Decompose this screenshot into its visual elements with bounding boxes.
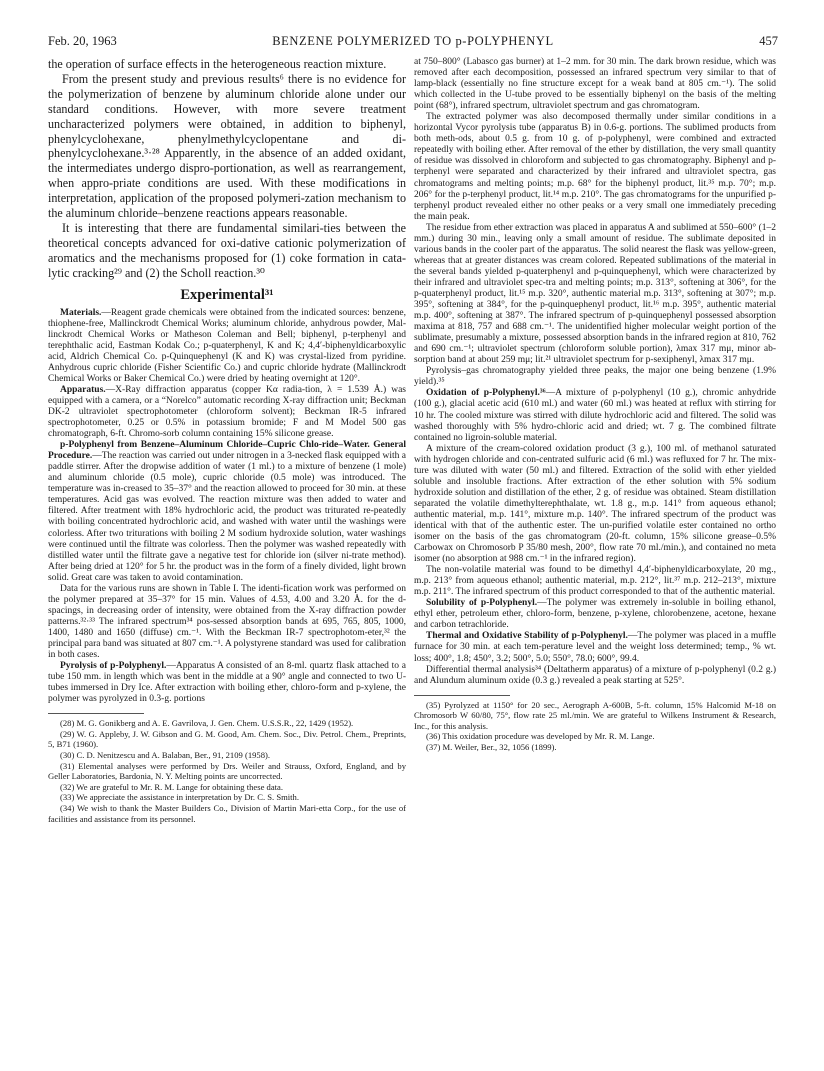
footnote: (35) Pyrolyzed at 1150° for 20 sec., Aerograph A-600B, 5-ft. column, 15% Halcomid M-18 on Chromosorb W 60/80, 75°, flow rate 25 ml./min. We are grateful to Wilkens Instrument & Research, Inc., for this analysis. (414, 699, 776, 731)
footnote: (33) We appreciate the assistance in interpretation by Dr. C. S. Smith. (60, 792, 300, 803)
paragraph-text: —A mixture of p-polyphenyl (10 g.), chromic anhydride (100 g.), glacial acetic acid (610 ml.) and water (60 ml.) was heated at reflux with stirring for 10 hr. The cooled mixture was stirred with dilute hydrochloric acid and filtered. The solid was washed thoroughly with 5% hydro-chloric acid and dried; wt. 7 g. The combined filtrate contained no ligroin-soluble material. (414, 388, 776, 443)
thermal-paragraph (414, 631, 776, 664)
footnote: (31) Elemental analyses were performed by Drs. Weiler and Strauss, Oxford, England, and by Geller Laboratories, Bardonia, N. Y. Melting points are uncorrected. (48, 760, 406, 782)
left-column (48, 57, 406, 824)
paragraph: The extracted polymer was also decomposed thermally under similar conditions in a horizontal Vycor pyrolysis tube (apparatus B) in 0.6-g. portions. The sublimed products from both meth-ods, about 0.5 g. from 10 g. of p-polyphenyl, were combined and extracted repeatedly with boiling ether. After removal of the ether by distillation, the very small quantity of residue was dissolved in chloroform and subjected to gas chromatography. Biphenyl and p-terphenyl were separated and characterized by their infrared and ultraviolet spectra, gas chromatograms and melting points; m.p. 68° for the biphenyl product, lit.³⁵ m.p. 70°; m.p. 206° for the p-terphenyl product, lit.¹⁴ m.p. 210°. The gas chromatograms for the unpurified p-terphenyl product revealed either no other peaks or a very small one immediately preceding the main peak. (414, 112, 776, 222)
run-in-heading: Pyrolysis of p-Polyphenyl. (60, 661, 167, 672)
right-column (414, 57, 776, 753)
pyrolysis-paragraph (48, 661, 406, 705)
paragraph-text: —Reagent grade chemicals were obtained from the indicated sources: benzene, thiophene-free, Mallinckrodt Chemical Works; aluminum chloride, anhydrous powder, Mal-linckrodt Chemical Works or Matheson Coleman and Bell; biphenyl, p-terphenyl and terephthalic acid, Eastman Kodak Co.; p-quaterphenyl, K and K; 4,4′-biphenyldicarboxylic acid, Aldrich Chemical Co. p-Quinquephenyl (K and K) was crystal-lized from pyridine. Anhydrous cupric chloride (Fisher Scientific Co.) and cupric chloride hydrate (Mallinckrodt Chemical Works or Baker Chemical Co.) were dried by heating overnight at 120°. (48, 307, 406, 384)
footnote: (29) W. G. Appleby, J. W. Gibson and G. M. Good, Am. Chem. Soc., Div. Petrol. Chem., Preprints, 5, B71 (1960). (48, 728, 406, 750)
oxidation-paragraph (414, 388, 776, 443)
run-in-heading: Apparatus. (60, 384, 106, 395)
paragraph: Differential thermal analysis³⁴ (Deltatherm apparatus) of a mixture of p-polyphenyl (0.2 g.) and Alundum aluminum oxide (0.3 g.) revealed a peak starting at 525°. (414, 664, 776, 686)
paragraph: A mixture of the cream-colored oxidation product (3 g.), 100 ml. of methanol saturated with hydrogen chloride and con-centrated sulfuric acid (6 ml.) was refluxed for 7 hr. The mix-ture was diluted with water (50 ml.) and filtered. Extraction of the solid with ether yielded soluble and insoluble fractions. After extraction of the ether solution with 5% sodium hydroxide solution and distillation of the ether, 2 g. of residue was obtained. Steam distillation separated the volatile dimethylterephthalate, wt. 1.8 g., m.p. 141° from aqueous ethanol; authentic material, m.p. 141°, mixture m.p. 140°. The infrared spectrum of the product was identical with that of the authentic ester. The un-purified volatile ester contained no ortho isomer on the basis of the gas chromatogram (20-ft. column, 15% silicone grease–0.5% Carbowax on Chromosorb P 35/80 mesh, 200°, flow rate 70 ml./min.), and contained no meta isomer (no absorption at 988 cm.⁻¹ in the infrared region). (414, 443, 776, 565)
paragraph-text: —The polymer was extremely in-soluble in boiling ethanol, ethyl ether, petroleum ether, chloro-form, benzene, p-xylene, chlorobenzene, acetone, hexane and carbon tetrachloride. (414, 598, 776, 631)
preparation-paragraph (48, 440, 406, 584)
materials-paragraph (48, 308, 406, 385)
footnote: (37) M. Weiler, Ber., 32, 1056 (1899). (426, 742, 557, 753)
footnote: (36) This oxidation procedure was developed by Mr. R. M. Lange. (426, 731, 655, 742)
paragraph-text: —X-Ray diffraction apparatus (copper Kα radia-tion, λ = 1.539 Å.) was equipped with a camera, or a “Norelco” automatic recording X-ray diffraction unit; Beckman DK-2 ultraviolet spectrophotometer (chloroform solvent); Beckman IR-5 infrared spectrophotometer, 0.25 or 0.5% in potassium bromide; F and M Model 500 gas chromatograph, 6-ft. Chromo-sorb column containing 15% silicone grease. (48, 384, 406, 440)
run-in-heading: Solubility of p-Polyphenyl. (426, 598, 538, 609)
footnote: (34) We wish to thank the Master Builders Co., Division of Martin Mari-etta Corp., for the use of facilities and assistance from its personnel. (48, 803, 406, 824)
run-in-heading: Oxidation of p-Polyphenyl.³⁶ (426, 388, 546, 399)
footnote: (32) We are grateful to Mr. R. M. Lange for obtaining these data. (60, 781, 283, 792)
section-heading-experimental: Experimental³¹ (180, 286, 274, 303)
run-in-heading: p-Polyphenyl from Benzene–Aluminum Chloride–Cupric Chlo-ride–Water. General Procedure. (48, 440, 406, 462)
header-title: BENZENE POLYMERIZED TO p-POLYPHENYL (272, 34, 554, 48)
solubility-paragraph (414, 598, 776, 631)
header-date: Feb. 20, 1963 (48, 34, 117, 48)
paragraph-text: —The reaction was carried out under nitrogen in a 3-necked flask equipped with a paddle stirrer. After the dropwise addition of water (1 ml.) to a mixture of benzene (1 mole) and aluminum chloride (0.5 mole), cupric chloride (0.5 mole) was introduced. The temperature was in-creased to 35–37° and the reaction allowed to proceed for 30 min. at these temperatures. Acid gas was evolved. The reaction mixture was then added to water and filtered. After treatment with 18% hydrochloric acid, the product was triturated re-peatedly with boiling concentrated hydrochloric acid, and washed with water until the washings were colorless. After two triturations with boiling 2 M sodium hydroxide solution, water washings were continued until the filtrate was colorless. Then the polymer was washed repeatedly with distilled water until the filtrate gave a negative test for chloride ion (silver ni-trate method). After being dried at 120° for 5 hr. the product was in the form of a finely divided, light brown solid. Great care was taken to avoid contamination. (48, 451, 406, 583)
paragraph: It is interesting that there are fundamental similari-ties between the theoretical concepts advanced for oxi-dative cationic polymerization of aromatics and the mechanisms proposed for (1) coke formation in cata-lytic cracking²⁹ and (2) the Scholl reaction.³⁰ (48, 220, 406, 280)
paragraph: the operation of surface effects in the heterogeneous reaction mixture. (48, 57, 387, 71)
paragraph: The non-volatile material was found to be dimethyl 4,4′-biphenyldicarboxylate, 20 mg., m.p. 213° from aqueous ethanol; authentic material, m.p. 212°, lit.³⁷ m.p. 212–213°, mixture m.p. 211°. The infrared spectrum of this product corresponded to that of the authentic material. (414, 565, 776, 598)
footnote-rule (48, 713, 144, 714)
paragraph: The residue from ether extraction was placed in apparatus A and sublimed at 550–600° (1–2 mm.) during 30 min., leaving only a small amount of residue. The sublimate deposited in various bands in the cooler part of the apparatus. The solid nearest the flask was yellow-green, whereas that at greater distances was cream colored. Repeated sublimations of the material in the several bands yielded p-quaterphenyl and p-quinquephenyl, which were characterized by their infrared and ultraviolet spec-tra and melting points; m.p. 313°, softening at 306°, for the p-quaterphenyl product, lit.¹⁵ m.p. 320°, authentic material m.p. 313°, softening at 307°; m.p. 395°, softening at 384°, for the p-quinquephenyl product, lit.¹⁶ m.p. 395°, authentic material m.p. 400°, softening at 387°. The infrared spectrum of p-quinquephenyl possessed absorption maxima at 818, 757 and 688 cm.⁻¹. The unidentified higher molecular weight portion of the sublimate, presumably a mixture, possessed absorption bands in the infrared region at 810, 762 and 690 cm.⁻¹; ultraviolet spectrum (chloroform soluble portion), λmax 317 mμ, minor ab-sorption band at about 259 mμ; lit.²¹ ultraviolet spectrum for p-sexiphenyl, λmax 317 mμ. (414, 222, 776, 366)
paragraph: Pyrolysis–gas chromatography yielded three peaks, the major one being benzene (1.9% yield).³⁵ (414, 366, 776, 388)
run-in-heading: Materials. (60, 307, 102, 318)
paragraph: Data for the various runs are shown in Table I. The identi-fication work was performed on the polymer prepared at 35–37° for 15 min. Values of 4.53, 4.00 and 3.20 Å. for the d-spacings, in decreasing order of intensity, were obtained from the X-ray diffraction powder patterns.³²·³³ The infrared spectrum³⁴ pos-sessed absorption bands at 695, 765, 805, 1000, 1400, 1480 and 1650 (diffuse) cm.⁻¹. With the Beckman IR-7 spectrophotom-eter,³² the principal para band was situated at 807 cm.⁻¹. A polystyrene standard was used for calibration in both cases. (48, 583, 406, 661)
footnote-rule (414, 695, 510, 696)
paragraph-text: —Apparatus A consisted of an 8-ml. quartz flask attached to a tube 150 mm. in length which was bent in the middle at a 90° angle and connected to two U-tubes immersed in Dry Ice. After extraction with boiling ether, chloro-form and p-xylene, the polymer was pyrolyzed in 0.3-g. portions (48, 661, 406, 705)
apparatus-paragraph (48, 385, 406, 440)
paragraph: at 750–800° (Labasco gas burner) at 1–2 mm. for 30 min. The dark brown residue, which was removed after each decomposition, possessed an infrared spectrum very similar to that of lamp-black (essentially no fine structure except for a weak band at 805 cm.⁻¹). The solid which collected in the U-tube proved to be essentially biphenyl on the basis of the melting point (68°), infrared spectrum, ultraviolet spectrum and gas chromatogram. (414, 57, 776, 112)
page-number: 457 (759, 34, 778, 48)
footnote: (28) M. G. Gonikberg and A. E. Gavrilova, J. Gen. Chem. U.S.S.R., 22, 1429 (1952). (60, 718, 354, 729)
footnote: (30) C. D. Nenitzescu and A. Balaban, Ber., 91, 2109 (1958). (60, 750, 271, 761)
run-in-heading: Thermal and Oxidative Stability of p-Polyphenyl. (426, 631, 628, 642)
running-header (48, 34, 778, 50)
paragraph: From the present study and previous results⁶ there is no evidence for the polymerization of benzene by aluminum chloride alone under our standard conditions. However, with more severe treatment uncharacterized polymers were obtained, in addition to biphenyl, phenylcyclohexane, phenylmethylcyclopentane and di-phenylcyclohexane.³·²⁸ Apparently, in the absence of an added oxidant, the intermediates undergo dispro-portionation, as well as rearrangement, when appro-priate conditions are used. With these modifications in interpretation, application of the proposed polymeri-zation mechanism to the aluminum chloride–benzene reactions appears reasonable. (48, 71, 406, 221)
paragraph-text: —The polymer was placed in a muffle furnace for 30 min. at each tem-perature level and the weight loss determined; temp., % wt. loss; 400°, 1.8; 450°, 3.2; 500°, 5.0; 550°, 78.0; 600°, 99.4. (414, 631, 776, 664)
